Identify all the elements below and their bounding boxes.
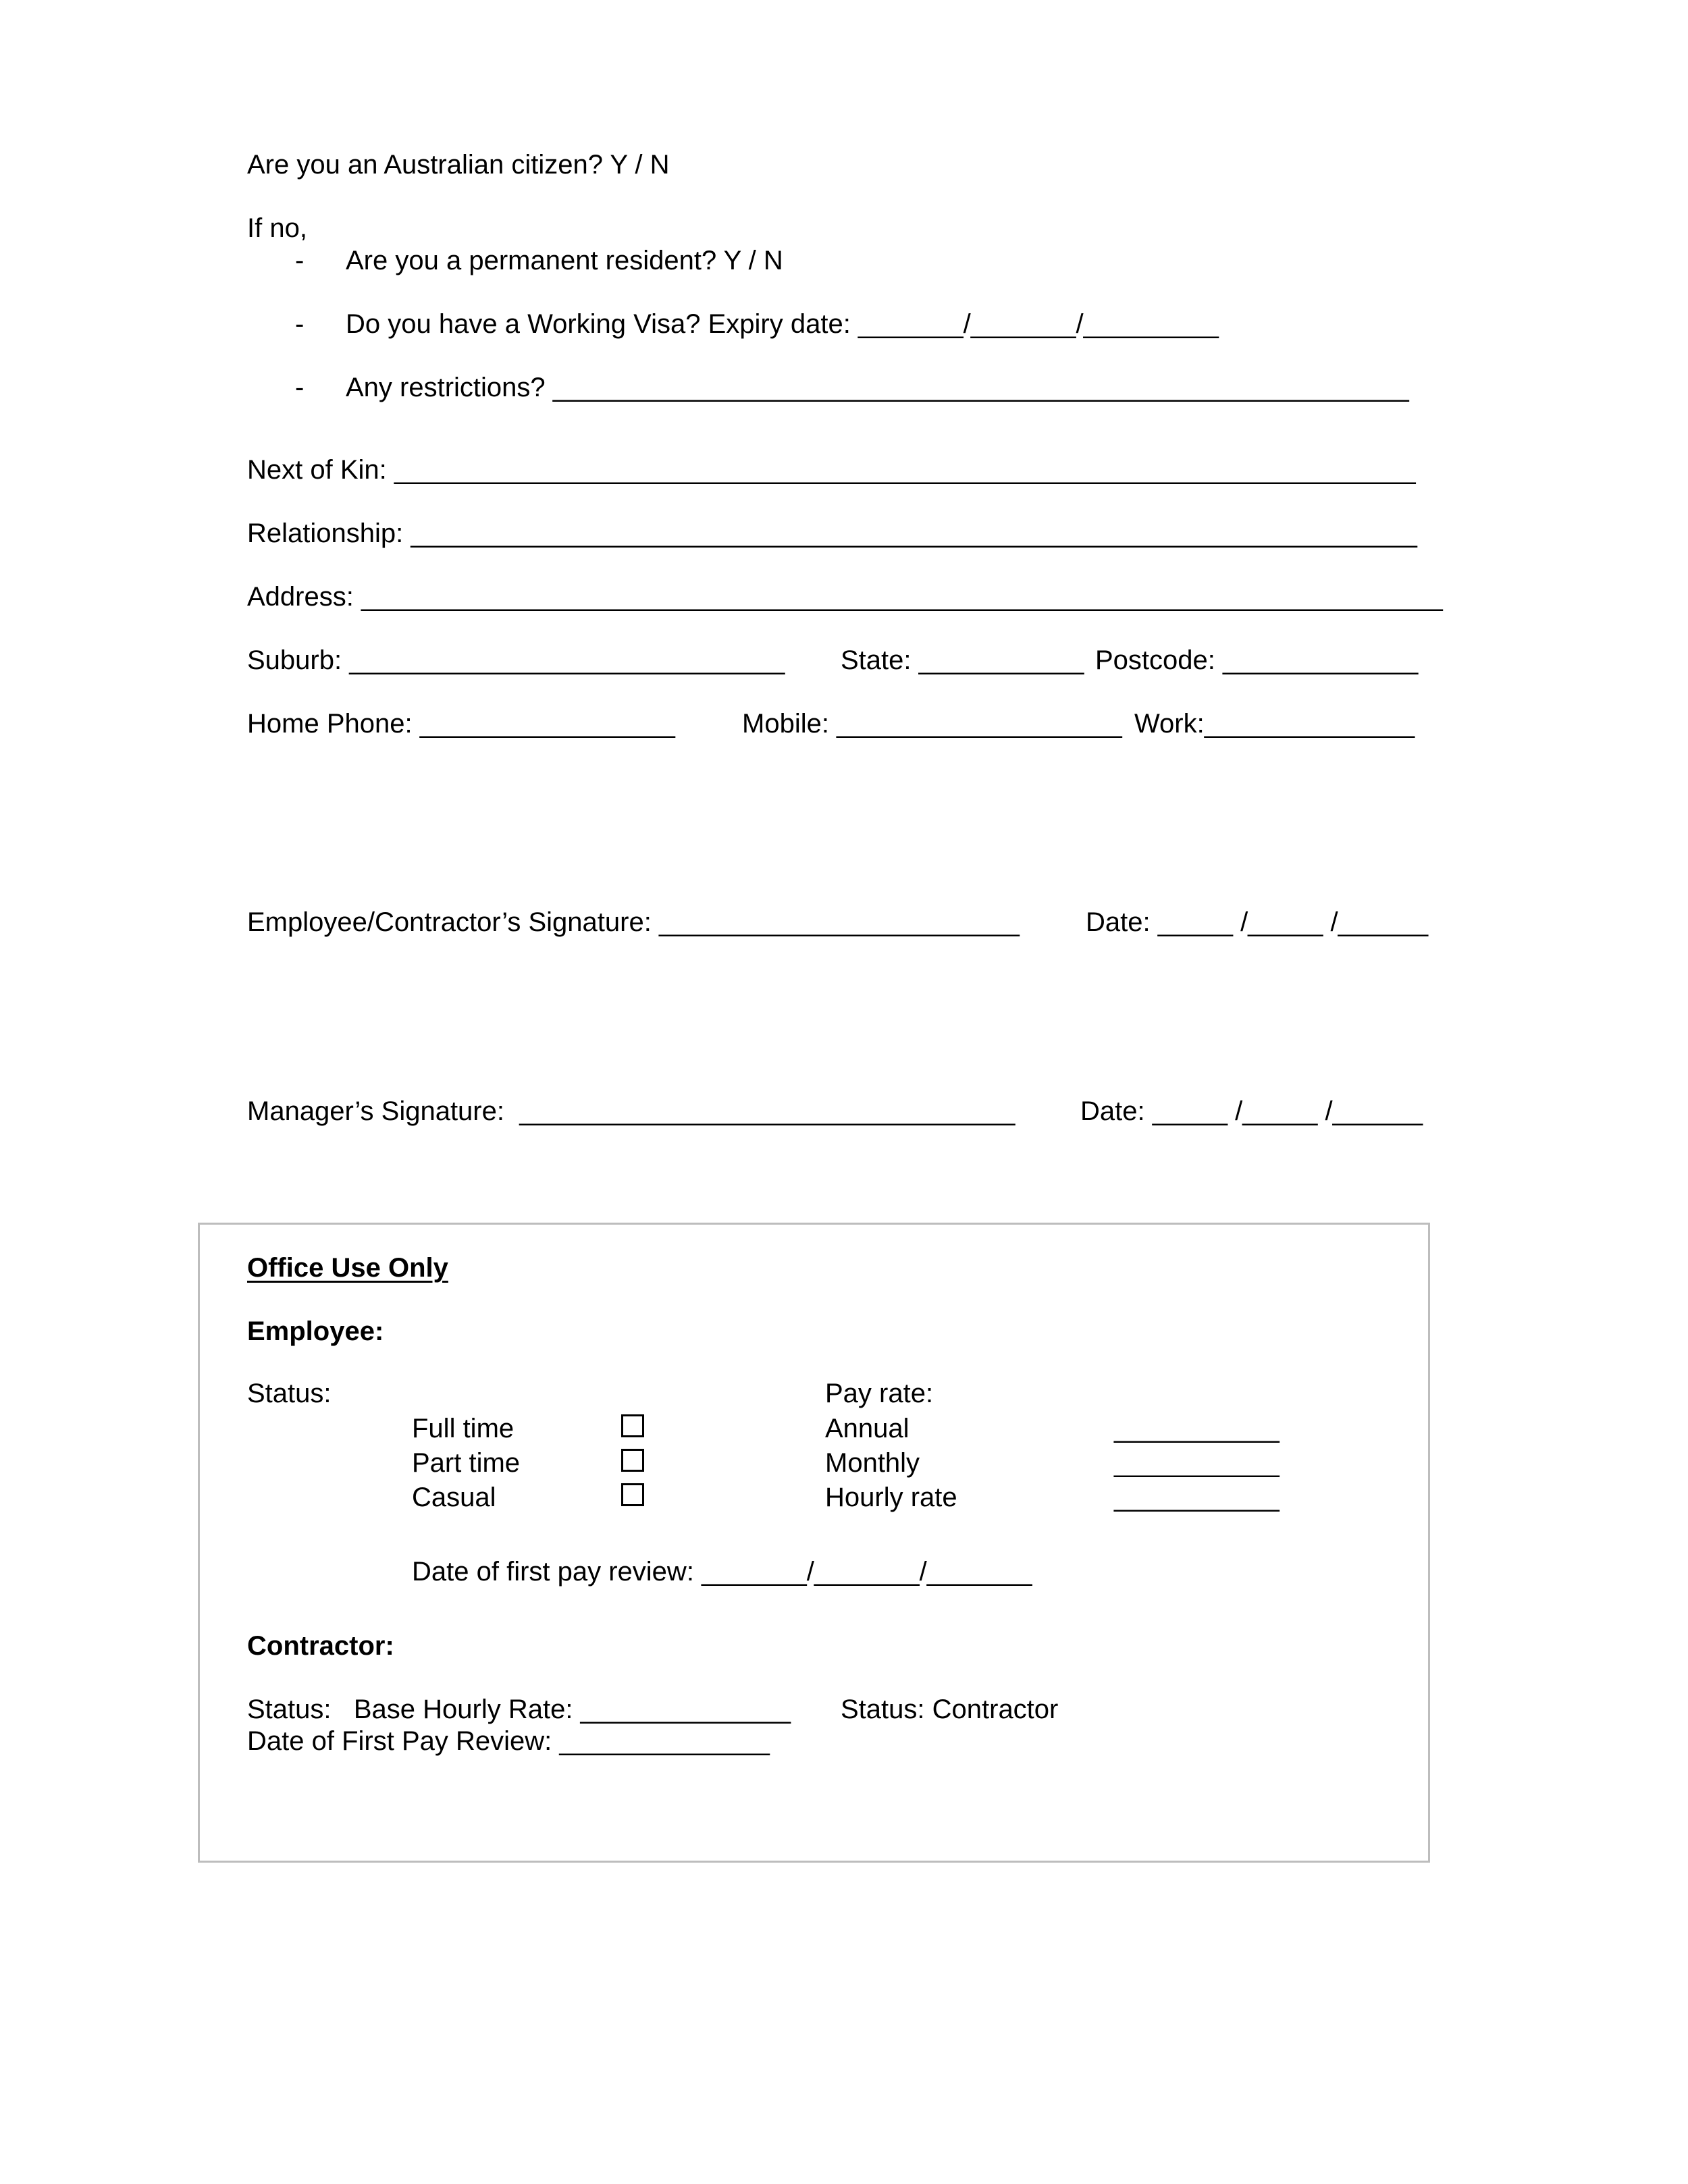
citizen-question: Are you an Australian citizen? Y / N — [247, 150, 670, 180]
pay-option-monthly: Monthly — [825, 1448, 920, 1478]
employee-heading: Employee: — [247, 1316, 384, 1346]
pay-option-annual: Annual — [825, 1414, 909, 1443]
contractor-rate-field[interactable]: Status: Base Hourly Rate: ______________ — [247, 1695, 791, 1724]
bullet-dash: - — [295, 373, 305, 402]
suburb-field[interactable]: Suburb: _____________________________ — [247, 645, 785, 675]
permanent-resident-question: Are you a permanent resident? Y / N — [346, 246, 783, 275]
address-field[interactable]: Address: ________________________________________________________________________ — [247, 582, 1443, 612]
relationship-field[interactable]: Relationship: ___________________________________________________________________ — [247, 518, 1417, 548]
hourly-rate-field[interactable]: ___________ — [1114, 1483, 1280, 1512]
restrictions-field[interactable]: Any restrictions? _________________________________________________________ — [346, 373, 1409, 402]
state-field[interactable]: State: ___________ — [841, 645, 1084, 675]
first-pay-review-field[interactable]: Date of first pay review: _______/_______/_______ — [412, 1557, 1032, 1587]
postcode-field[interactable]: Postcode: _____________ — [1095, 645, 1419, 675]
employee-signature-field[interactable]: Employee/Contractor’s Signature: ________________________ — [247, 907, 1020, 937]
mobile-field[interactable]: Mobile: ___________________ — [742, 709, 1122, 739]
bullet-dash: - — [295, 246, 305, 275]
work-phone-field[interactable]: Work:______________ — [1134, 709, 1415, 739]
annual-rate-field[interactable]: ___________ — [1114, 1414, 1280, 1443]
next-of-kin-field[interactable]: Next of Kin: ____________________________________________________________________ — [247, 455, 1416, 485]
manager-signature-field[interactable]: Manager’s Signature: _________________________________ — [247, 1096, 1016, 1126]
home-phone-field[interactable]: Home Phone: _________________ — [247, 709, 675, 739]
casual-checkbox[interactable] — [621, 1483, 644, 1506]
pay-option-hourly: Hourly rate — [825, 1483, 957, 1512]
working-visa-field[interactable]: Do you have a Working Visa? Expiry date: _______/_______/_________ — [346, 309, 1219, 339]
status-option-part-time: Part time — [412, 1448, 521, 1478]
employee-date-field[interactable]: Date: _____ /_____ /______ — [1086, 907, 1429, 937]
status-option-full-time: Full time — [412, 1414, 515, 1443]
office-use-title: Office Use Only — [247, 1253, 448, 1283]
pay-rate-label: Pay rate: — [825, 1379, 934, 1408]
contractor-heading: Contractor: — [247, 1631, 394, 1661]
status-option-casual: Casual — [412, 1483, 496, 1512]
status-label: Status: — [247, 1379, 332, 1408]
bullet-dash: - — [295, 309, 305, 339]
manager-date-field[interactable]: Date: _____ /_____ /______ — [1080, 1096, 1423, 1126]
if-no-label: If no, — [247, 213, 307, 243]
monthly-rate-field[interactable]: ___________ — [1114, 1448, 1280, 1478]
part-time-checkbox[interactable] — [621, 1449, 644, 1472]
full-time-checkbox[interactable] — [621, 1414, 644, 1437]
contractor-status-text: Status: Contractor — [841, 1695, 1059, 1724]
contractor-review-field[interactable]: Date of First Pay Review: ______________ — [247, 1726, 770, 1756]
